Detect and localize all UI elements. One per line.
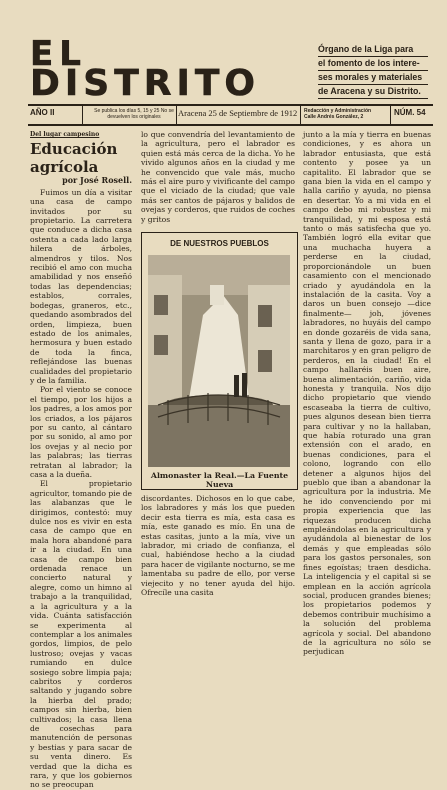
masthead (30, 34, 320, 104)
info-divider (300, 106, 301, 124)
article-column-2-top (141, 130, 295, 230)
photo-caption: Almonaster la Real.—La Fuente Nueva (150, 471, 289, 489)
paragraph: Fuimos un día a visitar una casa de campo invitados por su propietario. La carretera que conduce a dicha casa ostenta a cada lado larga hilera de árboles, almendros y tilos. Nos recibió el amo con mucha amabilidad y nos enseñó todas las dependencias; establos, corrales, bodegas, graneros, etc., quedando asombrados del orden, limpieza, buen estado de los animales, hermosura y buen estado de toda la finca, reflejándose las buenas cualidades del propietario y de la familia. (30, 187, 132, 385)
article-kicker: Del lugar campesino (30, 131, 100, 138)
article-byline: por José Rosell. (62, 175, 132, 186)
tagline-line: ses morales y materiales (318, 71, 428, 85)
article-column-2-bottom (141, 494, 295, 597)
tagline-line: el fomento de los intere- (318, 57, 428, 71)
info-divider (82, 106, 83, 124)
photo-box (141, 232, 298, 490)
issue-date: Aracena 25 de Septiembre de 1912 (178, 108, 298, 118)
paragraph: junto a la mía y tierra en buenas condiciones, y es ahora un labrador entusiasta, que está contento y posee ya un capitalito. El labrador que se gana bien la vida en el campo y halla cariño y ayuda, no piensa en desertar. Yo a mi vida en el campo debo mi robustez y mi tranquilidad, y mi esposa está tanto o más satisfecha que yo. También logró ella evitar que una muchacha huyera a perderse en la ciudad, proporcionándole un buen casamiento con el mencionado criado y ayudándola en la instalación de la casita. Voy a daros un buen consejo —dice finalmente— joh, jóvenes labradores, no huyáis del campo en donde gozaréis de vida sana, santa y llena de gozo, para ir a marchitaros y en gran peligro de perderos, en la ciudad! En el campo hallaréis buen aire, buena alimentación, cariño, vida honesta y tranquila. Nos dijo dicho propietario que viendo escaseaba la tierra de cultivo, pues algunos desean bien tierra para cultivar y no la hallaban, que había roturado una gran extensión con el arado, en buenas condiciones, para el colono, logrando con ello detener a algunos hijos del pueblo que iban a abandonar la agricultura por la industria. Me he ido convenciendo por mi propia experiencia que las riquezas producen dicha empleándolas en la agricultura y ayudándola al bienestar de los demás y que empleadas sólo para los gastos personales, son fines egoístas; traen desdicha. La inteligencia y el capital si se emplean en la acción agrícola social, producen grandes bienes; los propietarios podemos y debemos contribuir muchísimo a la solución del problema agrícola y social. Del abandono de la agricultura no sólo se perjudican (303, 130, 431, 657)
editorial-address: Redacción y Administración Calle Andrés González, 2 (304, 108, 372, 120)
info-divider (176, 106, 177, 124)
info-divider (390, 106, 391, 124)
paragraph: El propietario agricultor, tomando pie de las alabanzas que le dirigimos, contestó: muy dulce nos es vivir en esta casa de campo que en mala hora abandoné para ir a la ciudad. En una casa de campo bien ordenada renace un concierto natural y alegre, como un himno al trabajo a la tranquilidad, a la agricultura y a la vida. Cuánta satisfacción se experimenta al contemplar a los animales gordos, limpios, de pelo lustroso; ovejas y vacas rumiando en dulce sosiego sobre limpia paja; cabritos y corderos saltando y jugando sobre la hierba del prado; campos sin hierba, bien cultivados; la casa llena de cosechas para manutención de personas y bestias y para sacar de su venta dinero. Es verdad que la dicha es rara, y que los gobiernos no se preocupan (30, 479, 132, 790)
tagline-line: de Aracena y su Distrito. (318, 85, 428, 99)
publication-note: Se publica los días 5, 15 y 25 No se devuelven los originales (94, 108, 174, 120)
issue-number: NÚM. 54 (394, 108, 426, 117)
bottom-rule (28, 124, 433, 126)
article-headline: Educación agrícola (30, 140, 118, 177)
photo-section-title: DE NUESTROS PUEBLOS (170, 239, 269, 248)
masthead-title-line2: DISTRITO (30, 63, 261, 104)
masthead-tagline (318, 43, 428, 99)
article-column-3 (303, 130, 431, 657)
tagline-line: Órgano de la Liga para (318, 43, 428, 57)
fountain-photo-icon (148, 255, 290, 467)
info-bar (28, 106, 433, 124)
issue-year: AÑO II (30, 108, 55, 117)
paragraph: discordantes. Dichosos en lo que cabe, los labradores y más los que pueden decir esta tierra es mía, esta casa es mía, este ganado es mío. En una de estas casitas, junto a la mía, vive un labrador, mi criado de confianza, el cual, habiéndose hecho a la ciudad para hacer de vigilante nocturno, se me lamentaba su padre de ello, por verse viejecito y no tener ayuda del hijo. Ofrecíle una casita (141, 494, 295, 598)
photograph-fountain (148, 255, 290, 467)
paragraph: Por el viento se conoce el tiempo, por los hijos a los padres, a los amos por los criados, a los pájaros por su canto, al cántaro por su sonido, al amo por los ovejas y al necio por las palabras; las tierras retratan al labrador; la casa a la dueña. (30, 385, 132, 479)
paragraph: lo que convendría del levantamiento de la agricultura, pero el labrador es quien está más cerca de la dicha. Yo he vivido algunos años en la ciudad y me he convencido que vale más, mucho más el aire puro y vivificante del campo que el viciado de la ciudad; que vale más ser cantos de pájaros y balidos de ovejas y corderos, que ruidos de coches y gritos (141, 130, 295, 224)
article-column-1 (30, 130, 132, 790)
masthead-title-line1: EL (30, 34, 87, 74)
